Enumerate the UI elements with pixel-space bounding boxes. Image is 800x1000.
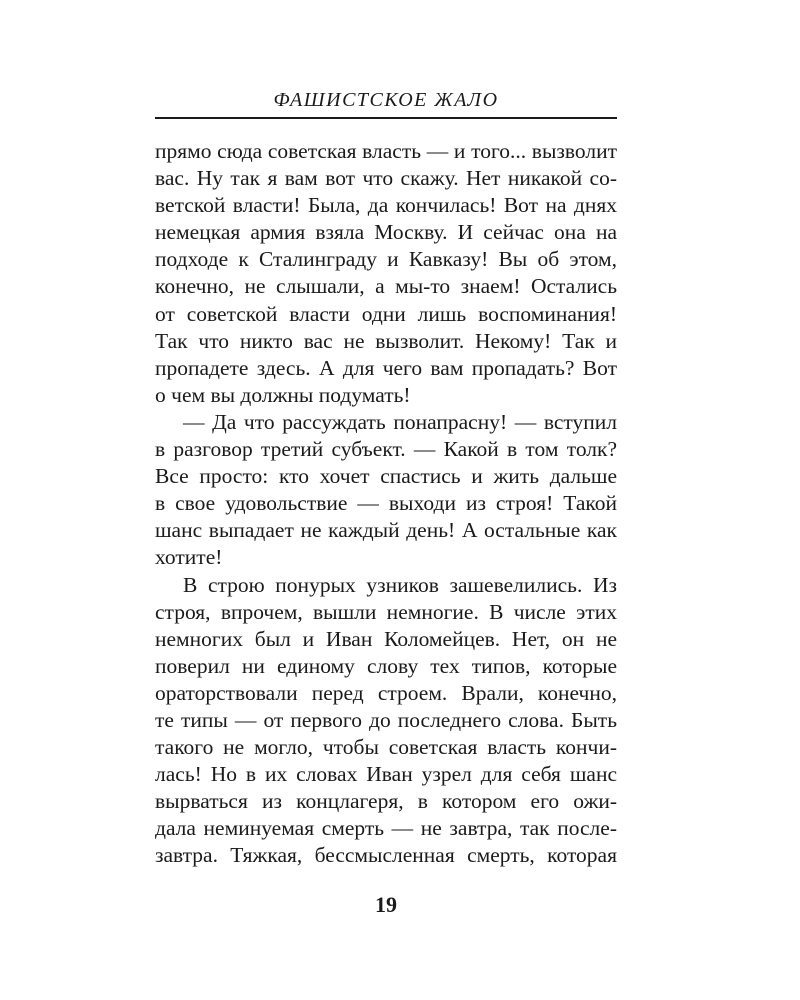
text-line: немецкая армия взяла Москву. И сейчас она на	[155, 220, 617, 245]
text-line: пропадете здесь. А для чего вам пропадать? Вот	[155, 355, 617, 380]
text-line: лась! Но в их словах Иван узрел для себя шанс	[155, 762, 617, 787]
text-line: такого не могло, чтобы советская власть кончи-	[155, 735, 617, 760]
text-line: конечно, не слышали, а мы-то знаем! Остались	[155, 274, 617, 299]
header-rule	[155, 117, 617, 119]
text-line: Все просто: кто хочет спастись и жить дальше	[155, 464, 617, 489]
text-line: поверил ни единому слову тех типов, которые	[155, 653, 617, 678]
text-line: В строю понурых узников зашевелились. Из	[183, 572, 617, 597]
text-line: вырваться из концлагеря, в котором его ожи-	[155, 789, 617, 814]
text-line: от советской власти одни лишь воспоминания!	[155, 301, 617, 326]
text-line: Так что никто вас не вызволит. Некому! Так и	[155, 328, 617, 353]
text-line: строя, впрочем, вышли немногие. В числе этих	[155, 599, 617, 624]
text-line: дала неминуемая смерть — не завтра, так после-	[155, 816, 617, 841]
text-line: шанс выпадает не каждый день! А остальные как	[155, 518, 617, 543]
text-line: — Да что рассуждать понапрасну! — вступил	[183, 409, 617, 434]
running-head: ФАШИСТСКОЕ ЖАЛО	[273, 89, 499, 111]
text-line: прямо сюда советская власть — и того... вызволит	[155, 139, 617, 163]
text-line: немногих был и Иван Коломейцев. Нет, он не	[155, 626, 617, 651]
body-text	[155, 138, 617, 870]
text-line: вас. Ну так я вам вот что скажу. Нет никакой со-	[155, 166, 617, 191]
text-line: в свое удовольствие — выходи из строя! Такой	[155, 491, 617, 516]
text-line: в разговор третий субъект. — Какой в том толк?	[155, 437, 617, 462]
text-line: хотите!	[155, 545, 223, 570]
text-line: подходе к Сталинграду и Кавказу! Вы об этом,	[155, 247, 617, 272]
text-line: те типы — от первого до последнего слова. Быть	[155, 707, 617, 732]
text-line: ораторствовали перед строем. Врали, конечно,	[155, 680, 617, 705]
text-line: ветской власти! Была, да кончилась! Вот на днях	[155, 193, 617, 218]
page-number: 19	[375, 892, 397, 917]
text-line: завтра. Тяжкая, бессмысленная смерть, которая	[155, 843, 617, 868]
text-line: о чем вы должны подумать!	[155, 382, 411, 407]
